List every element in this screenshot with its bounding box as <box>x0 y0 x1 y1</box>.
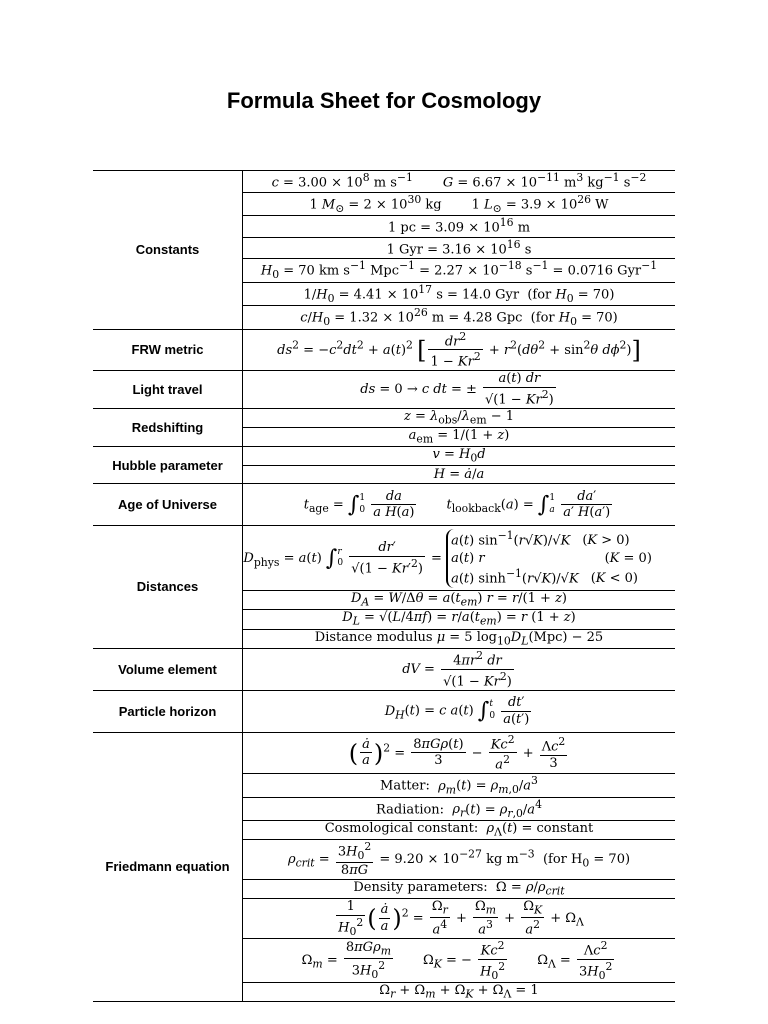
formula-critical-density: $\rho_{crit}$ = $\frac{3H_0^2}{8\pi G}$ = $9.20 \times 10^{-27}$ kg $m^{-3}$ (for $H_0 = 70$) <box>243 840 676 880</box>
formula-c-g: $c = 3.00 \times 10^8$ m $s^{-1}$ $G = 6.67 \times 10^{-11}$ $m^3$ $kg^{-1}$ $s^{-2}$ <box>243 171 676 193</box>
formula-distance-modulus: Distance modulus μ = 5 $\log_{10}D_L(Mpc) - 25$ <box>243 629 676 648</box>
section-label-frw: FRW metric <box>93 329 243 371</box>
formula-frw-metric: $ds^2 = -c^2dt^2 + a(t)^2$ [ $\frac{dr^2}{1 - Kr^2}$ + $r^2(d\theta^2 + \sin^2\theta$ $d\phi^2$)] <box>243 329 676 371</box>
formula-parsec: 1 pc = $3.09 \times 10^{16}$ m <box>243 216 676 238</box>
formula-scale-factor: $a_{em} = 1/(1 + z)$ <box>243 428 676 447</box>
formula-table <box>93 170 675 1002</box>
formula-hubble-param: H = ȧ/a <box>243 466 676 484</box>
formula-hubble-time: $1/H_0 = 4.41 \times 10^{17}$ s = 14.0 Gyr (for $H_0 = 70$) <box>243 282 676 305</box>
formula-age: $t_{age} = \int 1$ 0 $\frac{da}{\text{a H(a)}}$ $t_{lookback}(a) = \int 1$ a $\frac{da'}{a' H(a')}$ <box>243 484 676 526</box>
formula-omega-definitions: $\Omega_m$ = $\frac{8\pi G\rho_m}{3H_0^2}$ $\Omega_K$ = − $\frac{Kc^2}{H_0^2}$ $\Omega_\Lambda$ = $\frac{\Lambda c^2}{3H_0^2}$ <box>243 939 676 983</box>
formula-redshift: $z = \lambda_{obs}/\lambda_{em} - 1$ <box>243 408 676 427</box>
formula-matter: Matter: $\rho_m(t) = \rho_{m,0}/a^3$ <box>243 774 676 797</box>
formula-luminosity-distance: $D_L = √(L/4\pi f) = r/a(t_{em}) = r$ (1 + z) <box>243 610 676 629</box>
section-label-constants: Constants <box>93 171 243 330</box>
formula-density-parameters: Density parameters: $\Omega = \rho/\rho_{crit}$ <box>243 879 676 898</box>
formula-msun-lsun: 1 $M_⊙ = 2 \times 10^{30}$ kg 1 $L_⊙ = 3.9 \times 10^{26}$ W <box>243 192 676 215</box>
formula-friedmann-omega: $\frac{1}{H_0^2}$ ( $\frac{ȧ}{a}$ )$^2$ = $\frac{\Omega_r}{a^4}$ + $\frac{\Omega_m}{a^3}$ + $\frac{\Omega_K}{a^2}$ + $\Omega_\Lambda$ <box>243 899 676 939</box>
formula-angular-distance: $D_A = W/\Delta\theta = a(t_{em}) r = r/(1 + z)$ <box>243 591 676 610</box>
formula-h0: $H_0 = 70$ km $s^{-1}$ $Mpc^{-1} = 2.27 \times 10^{-18}$ $s^{-1} = 0.0716$ Gyr$^{-1}$ <box>243 259 676 282</box>
section-label-distances: Distances <box>93 526 243 648</box>
formula-particle-horizon: $D_H(t) = c$ a(t) ∫t 0 $\frac{dt'}{a(t')}$ <box>243 690 676 732</box>
formula-light-travel: ds = 0 → c dt = ± $\frac{a(t) dr}{√(1 - Kr^2)}$ <box>243 371 676 409</box>
section-label-volume: Volume element <box>93 648 243 690</box>
formula-proper-distance: $D_{phys} = a(t)$ ∫r 0 $\frac{dr'}{√(1 - Kr'^2)}$ = a(t) $\sin^{-1}(r√K)/√K$ (K > 0) a(t) r (K = 0) a(t) $\sinh^{-1}(r√K)/√K$ (K < 0) <box>243 526 676 591</box>
formula-hubble-length: $c/H_0 = 1.32 \times 10^{26}$ m = 4.28 Gpc (for $H_0 = 70$) <box>243 306 676 329</box>
page-title: Formula Sheet for Cosmology <box>226 88 542 113</box>
section-label-redshifting: Redshifting <box>93 408 243 446</box>
section-label-age: Age of Universe <box>93 484 243 526</box>
section-label-light-travel: Light travel <box>93 371 243 409</box>
section-label-friedmann: Friedmann equation <box>93 732 243 1001</box>
formula-cosmological-constant: Cosmological constant: $\rho_\Lambda(t)$ = constant <box>243 821 676 840</box>
formula-volume-element: dV = $\frac{4\pi r^2 dr}{√(1 - Kr^2)}$ <box>243 648 676 690</box>
formula-radiation: Radiation: $\rho_r(t) = \rho_{r,0}/a^4$ <box>243 797 676 820</box>
formula-hubble-law: $v = H_0d$ <box>243 447 676 466</box>
formula-gyr: 1 Gyr = $3.16 \times 10^{16}$ s <box>243 237 676 259</box>
formula-friedmann: ( $\frac{ȧ}{a}$ )$^2$ = $\frac{\text{8πGρ(t)}}{3}$ − $\frac{Kc^2}{a^2}$ + $\frac{\Lambda c^2}{3}$ <box>243 732 676 774</box>
section-label-horizon: Particle horizon <box>93 690 243 732</box>
section-label-hubble: Hubble parameter <box>93 447 243 484</box>
formula-omega-sum: $\Omega_r + \Omega_m + \Omega_K + \Omega_\Lambda = 1$ <box>243 982 676 1001</box>
